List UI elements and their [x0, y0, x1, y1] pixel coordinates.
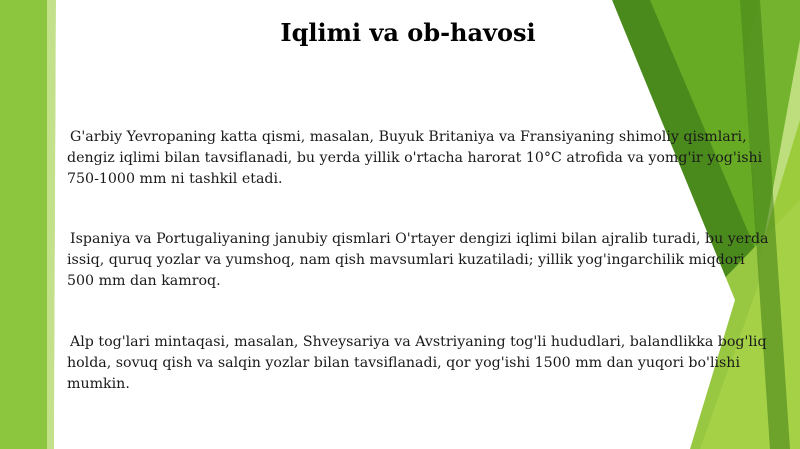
paragraph-maritime-climate: G'arbiy Yevropaning katta qismi, masalan, Buyuk Britaniya va Fransiyaning shimoliy qismlari, dengiz iqlimi bilan tavsiflanadi, bu yerda yillik o'rtacha harorat 10°C atrofida va yomg'ir yog'ishi 750-1000 mm ni tashkil etadi. [67, 129, 763, 187]
paragraph-mediterranean-climate: Ispaniya va Portugaliyaning janubiy qismlari O'rtayer dengizi iqlimi bilan ajralib turadi, bu yerda issiq, quruq yozlar va yumshoq, nam qish mavsumlari kuzatiladi; yillik yog'ingarchilik miqdori 500 mm dan kamroq. [67, 231, 769, 289]
slide-title: Iqlimi va ob-havosi [280, 18, 536, 47]
paragraph-alpine-climate: Alp tog'lari mintaqasi, masalan, Shveysariya va Avstriyaning tog'li hududlari, balandlikka bog'liq holda, sovuq qish va salqin yozlar bilan tavsiflanadi, qor yog'ishi 1500 mm dan yuqori bo'lishi mumkin. [67, 334, 767, 392]
left-green-strip [0, 0, 47, 449]
